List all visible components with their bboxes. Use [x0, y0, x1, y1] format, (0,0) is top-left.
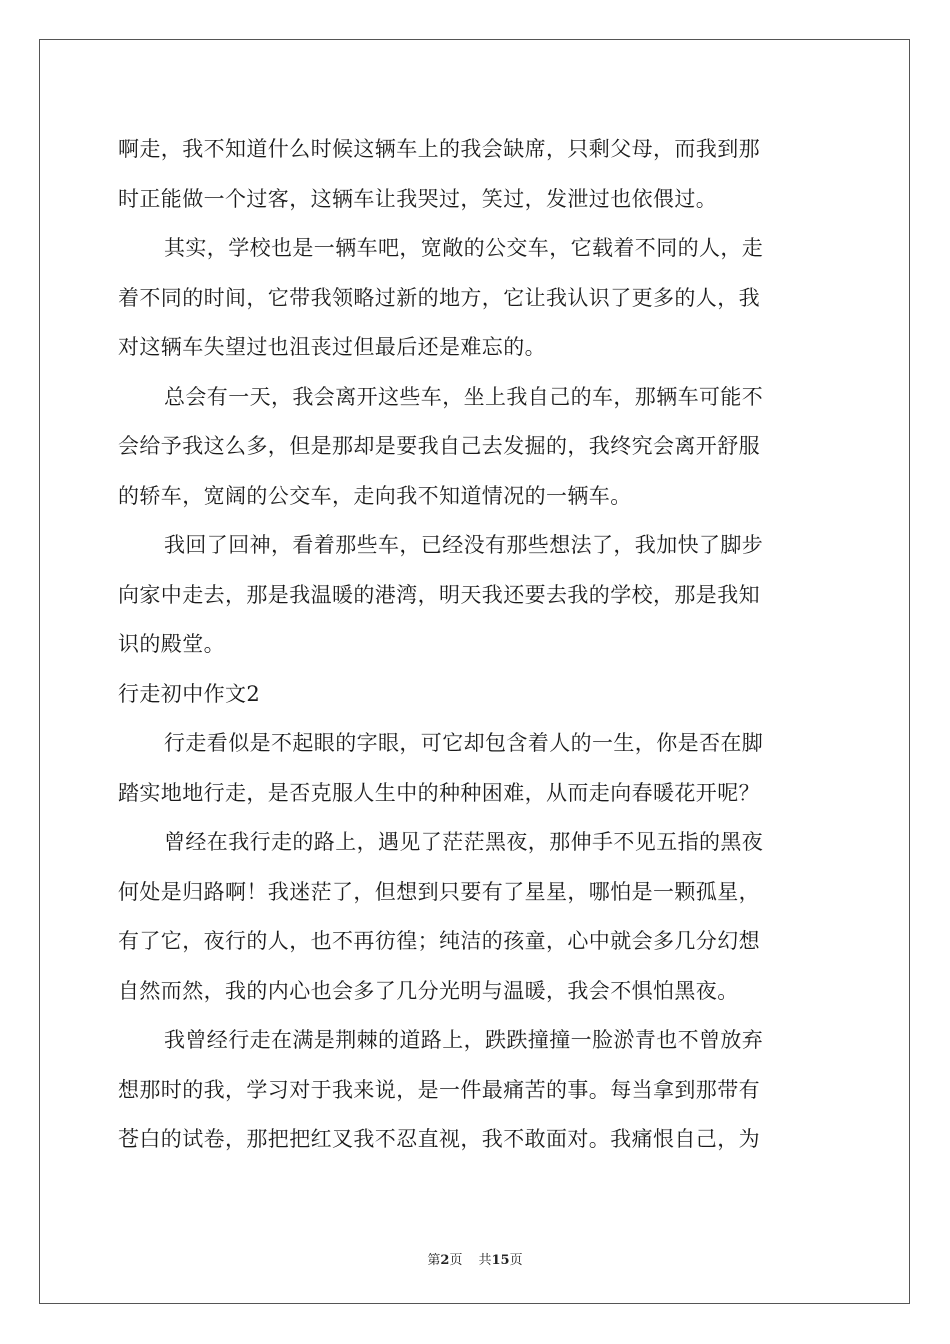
- text-line: 对这辆车失望过也沮丧过但最后还是难忘的。: [118, 335, 546, 359]
- text-line: 向家中走去，那是我温暖的港湾，明天我还要去我的学校，那是我知: [118, 582, 760, 607]
- text-line: 我曾经行走在满是荆棘的道路上，跌跌撞撞一脸淤青也不曾放弃: [164, 1028, 764, 1052]
- text-line: 踏实地地行走，是否克服人生中的种种困难，从而走向春暖花开呢？: [118, 780, 760, 805]
- page-footer: [0, 1249, 950, 1268]
- text-line: 其实，学校也是一辆车吧，宽敞的公交车，它载着不同的人，走: [164, 236, 764, 260]
- text-line: 行走看似是不起眼的字眼，可它却包含着人的一生，你是否在脚: [164, 731, 764, 755]
- text-line: 曾经在我行走的路上，遇见了茫茫黑夜，那伸手不见五指的黑夜: [164, 830, 764, 854]
- text-line: 时正能做一个过客，这辆车让我哭过，笑过，发泄过也依偎过。: [118, 186, 718, 211]
- text-line: 想那时的我，学习对于我来说，是一件最痛苦的事。每当拿到那带有: [118, 1077, 760, 1102]
- text-line: 我回了回神，看着那些车，已经没有那些想法了，我加快了脚步: [164, 533, 764, 557]
- section-heading: 行走初中作文2: [118, 681, 261, 706]
- text-line: 何处是归路啊！我迷茫了，但想到只要有了星星，哪怕是一颗孤星，: [118, 879, 760, 904]
- text-line: 识的殿堂。: [118, 632, 225, 656]
- text-line: 的轿车，宽阔的公交车，走向我不知道情况的一辆车。: [118, 483, 632, 508]
- text-line: 自然而然，我的内心也会多了几分光明与温暖，我会不惧怕黑夜。: [118, 978, 739, 1003]
- page-total: 共15页: [478, 1253, 523, 1268]
- text-line: 会给予我这么多，但是那却是要我自己去发掘的，我终究会离开舒服: [118, 434, 760, 458]
- page-number: 第2页: [427, 1253, 463, 1268]
- text-line: 苍白的试卷，那把把红叉我不忍直视，我不敢面对。我痛恨自己，为: [118, 1127, 760, 1151]
- text-line: 啊走，我不知道什么时候这辆车上的我会缺席，只剩父母，而我到那: [118, 137, 760, 161]
- text-line: 总会有一天，我会离开这些车，坐上我自己的车，那辆车可能不: [164, 384, 764, 409]
- text-line: 着不同的时间，它带我领略过新的地方，它让我认识了更多的人，我: [118, 285, 760, 310]
- text-line: 有了它，夜行的人，也不再彷徨；纯洁的孩童，心中就会多几分幻想: [118, 929, 760, 953]
- document-body: [118, 125, 833, 1165]
